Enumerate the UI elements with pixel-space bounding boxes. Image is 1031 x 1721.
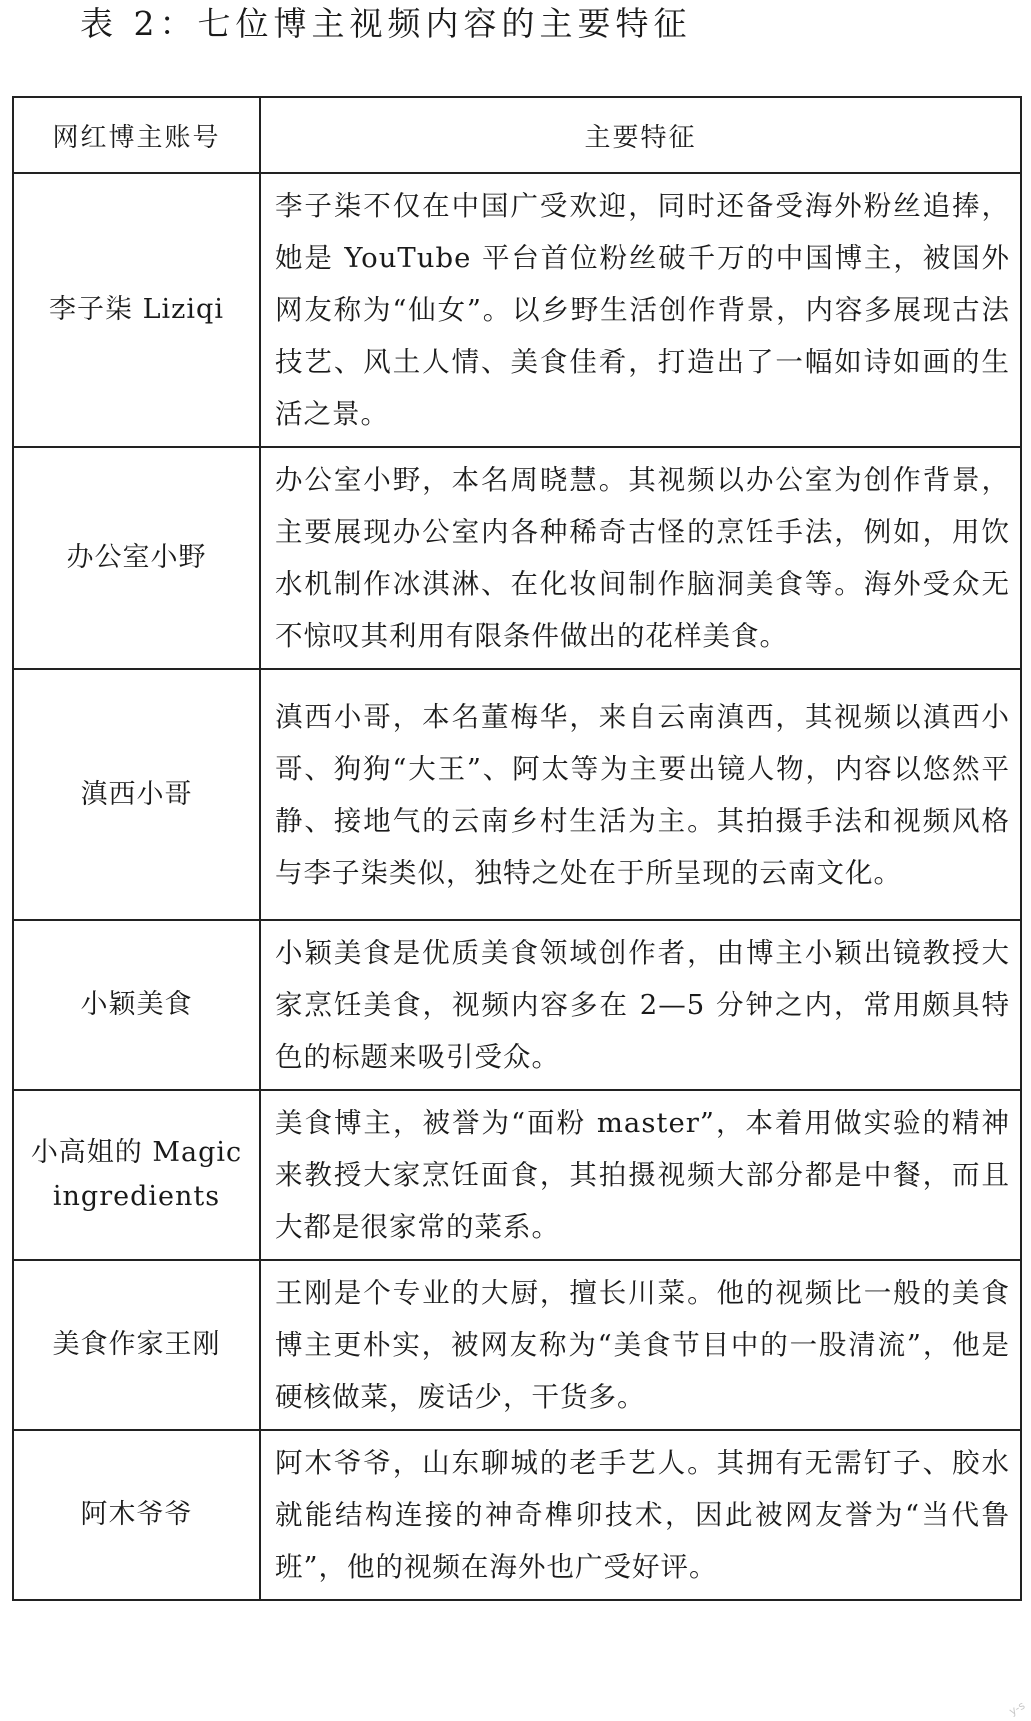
feature-cell: 李子柒不仅在中国广受欢迎，同时还备受海外粉丝追捧，她是 YouTube 平台首位粉丝破千万的中国博主，被国外网友称为“仙女”。以乡野生活创作背景，内容多展现古法技艺、风土人情、美食佳肴，打造出了一幅如诗如画的生活之景。 [260, 173, 1021, 447]
table-row [13, 173, 1021, 447]
table-caption: 表 2：七位博主视频内容的主要特征 [80, 4, 692, 43]
feature-cell: 王刚是个专业的大厨，擅长川菜。他的视频比一般的美食博主更朴实，被网友称为“美食节目中的一股清流”，他是硬核做菜，废话少，干货多。 [260, 1260, 1021, 1430]
table-row [13, 1090, 1021, 1260]
feature-cell: 美食博主，被誉为“面粉 master”，本着用做实验的精神来教授大家烹饪面食，其拍摄视频大部分都是中餐，而且大都是很家常的菜系。 [260, 1090, 1021, 1260]
account-cell: 小高姐的 Magic ingredients [13, 1090, 260, 1260]
table-row [13, 1260, 1021, 1430]
feature-cell: 滇西小哥，本名董梅华，来自云南滇西，其视频以滇西小哥、狗狗“大王”、阿太等为主要出镜人物，内容以悠然平静、接地气的云南乡村生活为主。其拍摄手法和视频风格与李子柒类似，独特之处在于所呈现的云南文化。 [260, 669, 1021, 920]
table-row [13, 1430, 1021, 1600]
table-row [13, 447, 1021, 669]
header-feature: 主要特征 [260, 97, 1021, 173]
watermark-logo: y-s [1006, 1698, 1028, 1719]
account-cell: 阿木爷爷 [13, 1430, 260, 1600]
feature-cell: 阿木爷爷，山东聊城的老手艺人。其拥有无需钉子、胶水就能结构连接的神奇榫卯技术，因此被网友誉为“当代鲁班”，他的视频在海外也广受好评。 [260, 1430, 1021, 1600]
account-cell: 小颖美食 [13, 920, 260, 1090]
feature-cell: 小颖美食是优质美食领域创作者，由博主小颖出镜教授大家烹饪美食，视频内容多在 2—5 分钟之内，常用颇具特色的标题来吸引受众。 [260, 920, 1021, 1090]
table-header-row [13, 97, 1021, 173]
account-cell: 美食作家王刚 [13, 1260, 260, 1430]
account-cell: 李子柒 Liziqi [13, 173, 260, 447]
blogger-features-table [12, 96, 1022, 1601]
account-cell: 办公室小野 [13, 447, 260, 669]
account-cell: 滇西小哥 [13, 669, 260, 920]
feature-cell: 办公室小野，本名周晓慧。其视频以办公室为创作背景，主要展现办公室内各种稀奇古怪的烹饪手法，例如，用饮水机制作冰淇淋、在化妆间制作脑洞美食等。海外受众无不惊叹其利用有限条件做出的花样美食。 [260, 447, 1021, 669]
header-account: 网红博主账号 [13, 97, 260, 173]
table-row [13, 920, 1021, 1090]
table-row [13, 669, 1021, 920]
